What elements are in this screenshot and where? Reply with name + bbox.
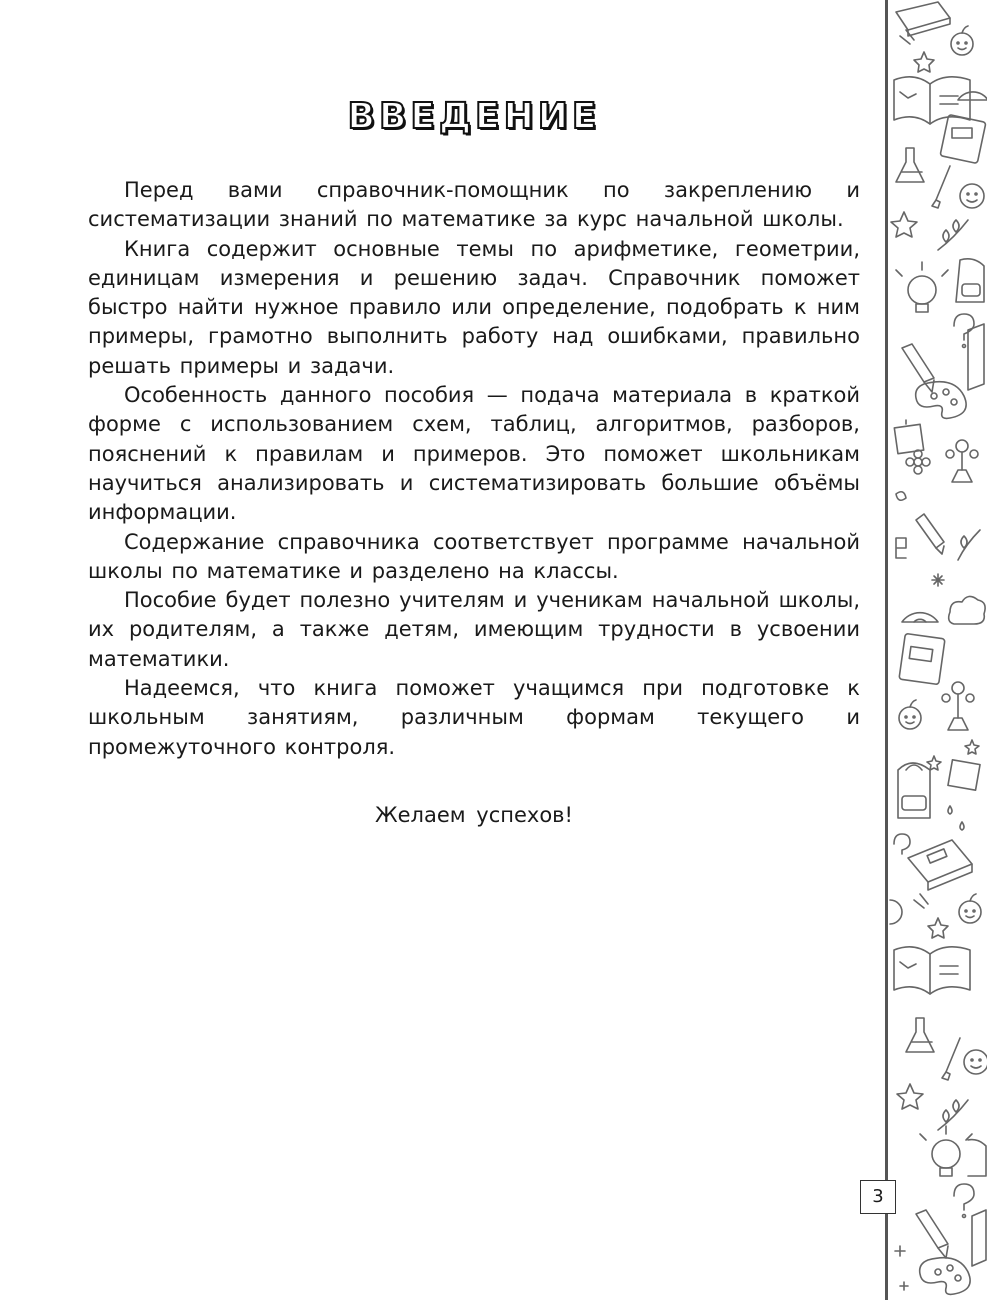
flower-vase-icon — [946, 440, 978, 482]
intro-text — [88, 176, 860, 762]
smiley-icon — [960, 184, 984, 208]
tall-book-icon — [968, 324, 984, 390]
doodle-border — [885, 0, 987, 1300]
backpack-icon-3 — [968, 1140, 986, 1176]
protractor-icon — [958, 92, 987, 100]
sticky-note-icon — [894, 420, 923, 454]
notebook-icon — [940, 115, 986, 164]
page-number: 3 — [860, 1180, 896, 1214]
cloud-icon — [949, 596, 985, 624]
paragraph-2: Книга содержит основные темы по арифметике, геометрии, единицам измерения и решению задач. Справочник поможет быстро найти нужное правило или определение, подобрать к ним примеры, грамотно выполнить работу над ошибками, правильно решать примеры и задачи. — [88, 236, 860, 378]
tall-book-icon-2 — [972, 1210, 986, 1266]
paragraph-1: Перед вами справочник-помощник по закреплению и систематизации знаний по математике за курс начальной школы. — [88, 178, 860, 232]
star-icon-3 — [914, 894, 948, 938]
apple-icon-2 — [899, 700, 921, 729]
notebook-icon-2 — [899, 633, 945, 684]
apple-icon-3 — [959, 894, 981, 923]
star-icon — [900, 30, 934, 72]
backpack-icon — [956, 259, 984, 302]
smiley-icon-2 — [890, 900, 902, 924]
flask-icon-2 — [906, 1018, 934, 1052]
pencil-icon — [902, 344, 934, 392]
lightbulb-icon-2 — [920, 1126, 972, 1176]
flower-icon — [906, 450, 930, 474]
stars-small-icon — [927, 740, 979, 770]
pencil-icon-3 — [916, 1210, 948, 1258]
sparkle-icon — [932, 574, 944, 586]
leaf-icon-3 — [938, 1100, 968, 1130]
flask-icon — [896, 148, 924, 182]
paragraph-4: Содержание справочника соответствует программе начальной школы по математике и разделено на классы. — [88, 529, 860, 583]
question-icon-2 — [894, 834, 910, 854]
question-icon — [954, 314, 974, 348]
paragraph-5: Пособие будет полезно учителям и ученикам начальной школы, их родителям, а также детям, имеющим трудности в усвоении математики. — [88, 588, 860, 671]
protractor-icon-2 — [902, 613, 938, 622]
leaf-icon — [938, 220, 968, 250]
palette-icon — [916, 382, 966, 419]
palette-icon-2 — [920, 1258, 970, 1295]
flower-vase-icon-2 — [942, 682, 974, 730]
sparkle-icon-2 — [895, 1246, 908, 1290]
star-icon-4 — [897, 1084, 923, 1109]
leaf-icon-2 — [958, 530, 980, 560]
open-book-icon-2 — [894, 947, 970, 994]
paragraph-3: Особенность данного пособия — подача материала в краткой форме с использованием схем, таблиц, алгоритмов, разборов, пояснений к правилам и примеров. Это поможет школьникам научиться анализировать и систематизировать большие объёмы информации. — [88, 383, 860, 525]
book-icon — [896, 2, 950, 36]
smiley-icon-3 — [964, 1050, 987, 1074]
paintbrush-icon-2 — [942, 1038, 960, 1080]
letters-icon — [896, 492, 906, 558]
school-doodles-illustration — [888, 0, 987, 1300]
sticky-note-icon-2 — [948, 760, 980, 790]
question-icon-3 — [954, 1184, 974, 1218]
pencil-icon-2 — [916, 514, 944, 554]
book-icon-2 — [908, 840, 972, 890]
page-title: ВВЕДЕНИЕ — [347, 96, 601, 137]
closing-wish: Желаем успехов! — [375, 803, 573, 827]
drops-icon — [948, 806, 964, 830]
lightbulb-icon — [896, 262, 948, 312]
apple-icon — [951, 26, 973, 55]
paintbrush-icon — [932, 166, 950, 208]
backpack-icon-2 — [898, 763, 930, 818]
paragraph-6: Надеемся, что книга поможет учащимся при подготовке к школьным занятиям, различным формам текущего и промежуточного контроля. — [88, 676, 860, 759]
star-icon-2 — [891, 212, 917, 237]
doodle-cycle-1 — [890, 2, 987, 1294]
